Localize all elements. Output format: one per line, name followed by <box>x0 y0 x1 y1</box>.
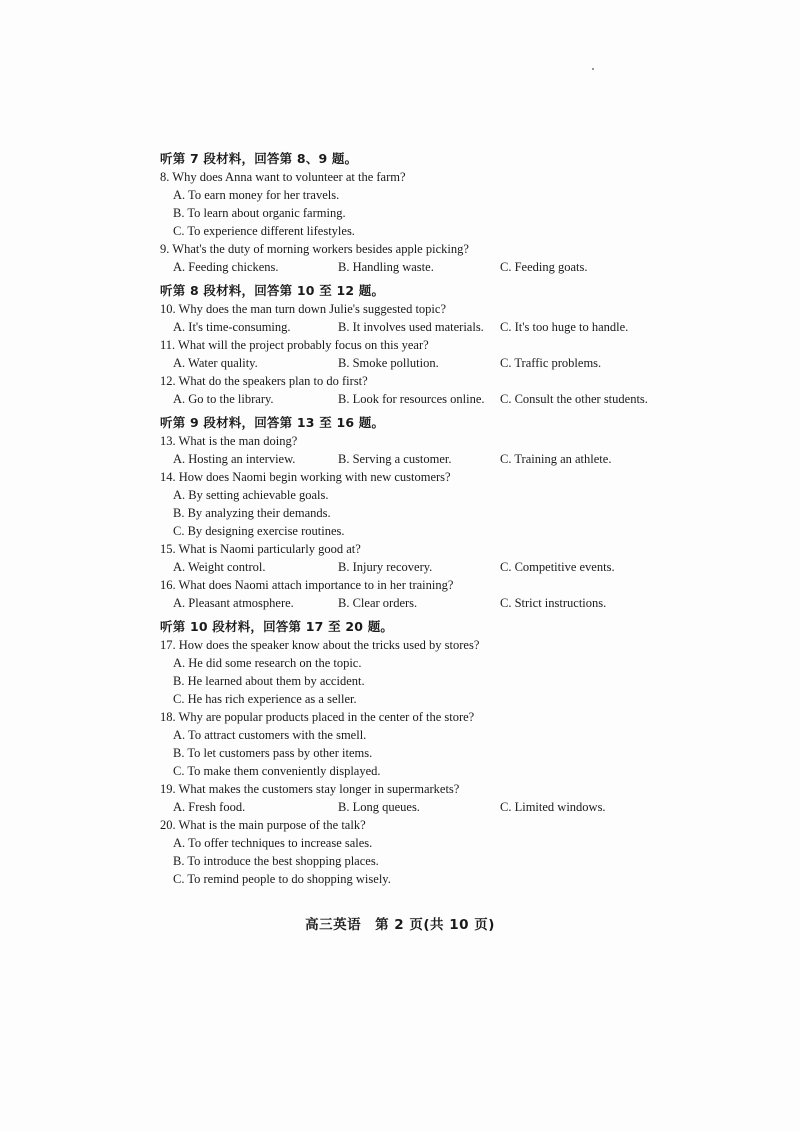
question-stem: 9. What's the duty of morning workers besides apple picking? <box>160 242 469 256</box>
option-b: B. Smoke pollution. <box>338 356 439 370</box>
options-row <box>160 594 680 612</box>
option-b: B. By analyzing their demands. <box>173 506 331 520</box>
option-c: C. Consult the other students. <box>500 392 648 406</box>
option-c: C. To experience different lifestyles. <box>173 224 355 238</box>
option-a: A. To offer techniques to increase sales. <box>173 836 373 850</box>
option-b: B. Injury recovery. <box>338 560 433 574</box>
options-row <box>160 258 680 276</box>
option-a: A. Water quality. <box>173 356 258 370</box>
option-a: A. To earn money for her travels. <box>173 188 340 202</box>
option-b: B. Serving a customer. <box>338 452 452 466</box>
option-b: B. Handling waste. <box>338 260 434 274</box>
option-a: A. It's time-consuming. <box>173 320 291 334</box>
question-stem: 17. How does the speaker know about the tricks used by stores? <box>160 638 480 652</box>
option-a: A. To attract customers with the smell. <box>173 728 367 742</box>
option-a: A. Fresh food. <box>173 800 246 814</box>
question-stem: 13. What is the man doing? <box>160 434 298 448</box>
option-c: C. Strict instructions. <box>500 596 607 610</box>
section-heading: 听第 9 段材料，回答第 13 至 16 题。 <box>160 415 385 430</box>
options-row <box>160 798 680 816</box>
options-row <box>160 318 680 336</box>
option-a: A. Pleasant atmosphere. <box>173 596 294 610</box>
option-a: A. By setting achievable goals. <box>173 488 329 502</box>
question-stem: 8. Why does Anna want to volunteer at the farm? <box>160 170 406 184</box>
option-c: C. Training an athlete. <box>500 452 612 466</box>
options-row <box>160 450 680 468</box>
option-b: B. It involves used materials. <box>338 320 484 334</box>
option-b: B. He learned about them by accident. <box>173 674 365 688</box>
section-heading: 听第 8 段材料，回答第 10 至 12 题。 <box>160 283 385 298</box>
option-b: B. Look for resources online. <box>338 392 485 406</box>
question-stem: 10. Why does the man turn down Julie's suggested topic? <box>160 302 447 316</box>
option-b: B. To learn about organic farming. <box>173 206 346 220</box>
option-a: A. He did some research on the topic. <box>173 656 362 670</box>
option-b: B. To let customers pass by other items. <box>173 746 373 760</box>
option-a: A. Feeding chickens. <box>173 260 279 274</box>
question-stem: 18. Why are popular products placed in the center of the store? <box>160 710 475 724</box>
option-c: C. Feeding goats. <box>500 260 588 274</box>
question-stem: 15. What is Naomi particularly good at? <box>160 542 361 556</box>
option-c: C. He has rich experience as a seller. <box>173 692 357 706</box>
option-b: B. Clear orders. <box>338 596 418 610</box>
option-c: C. To make them conveniently displayed. <box>173 764 381 778</box>
option-c: C. Traffic problems. <box>500 356 602 370</box>
question-stem: 11. What will the project probably focus on this year? <box>160 338 429 352</box>
option-b: B. To introduce the best shopping places. <box>173 854 379 868</box>
option-c: C. By designing exercise routines. <box>173 524 345 538</box>
options-row <box>160 390 680 408</box>
options-row <box>160 558 680 576</box>
options-row <box>160 354 680 372</box>
question-stem: 19. What makes the customers stay longer in supermarkets? <box>160 782 460 796</box>
option-a: A. Weight control. <box>173 560 266 574</box>
option-c: C. It's too huge to handle. <box>500 320 629 334</box>
option-b: B. Long queues. <box>338 800 420 814</box>
question-list <box>160 150 680 888</box>
option-c: C. To remind people to do shopping wisely. <box>173 872 391 886</box>
question-stem: 20. What is the main purpose of the talk? <box>160 818 366 832</box>
page-footer: 高三英语 第 2 页(共 10 页) <box>305 917 495 933</box>
option-a: A. Hosting an interview. <box>173 452 296 466</box>
scan-speck <box>592 68 594 70</box>
section-heading: 听第 7 段材料，回答第 8、9 题。 <box>160 151 358 166</box>
question-stem: 14. How does Naomi begin working with new customers? <box>160 470 451 484</box>
question-stem: 16. What does Naomi attach importance to in her training? <box>160 578 454 592</box>
question-stem: 12. What do the speakers plan to do first? <box>160 374 368 388</box>
option-c: C. Competitive events. <box>500 560 615 574</box>
section-heading: 听第 10 段材料，回答第 17 至 20 题。 <box>160 619 394 634</box>
option-c: C. Limited windows. <box>500 800 606 814</box>
option-a: A. Go to the library. <box>173 392 274 406</box>
